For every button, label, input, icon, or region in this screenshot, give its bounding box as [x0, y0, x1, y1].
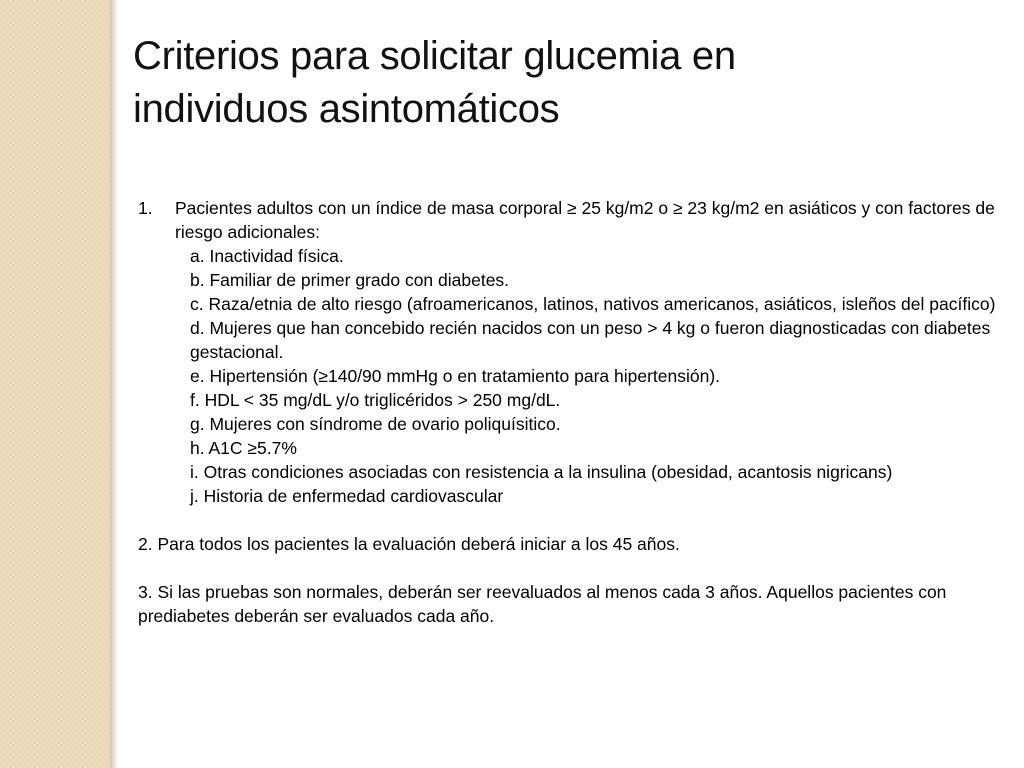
criterion-1: [138, 196, 998, 244]
slide-title-line-2: individuos asintomáticos: [133, 87, 560, 131]
risk-factor-c: c. Raza/etnia de alto riesgo (afroamericanos, latinos, nativos americanos, asiáticos, isleños del pacífico): [190, 294, 996, 314]
risk-factor-b: b. Familiar de primer grado con diabetes.: [190, 270, 510, 290]
criterion-1-number: 1.: [138, 198, 153, 218]
risk-factor-h: h. A1C ≥5.7%: [190, 438, 297, 458]
sidebar-shadow: [110, 0, 118, 768]
criterion-3: 3. Si las pruebas son normales, deberán ser reevaluados al menos cada 3 años. Aquellos pacientes con prediabetes deberán ser evaluados cada año.: [138, 582, 947, 626]
slide-title-line-1: Criterios para solicitar glucemia en: [133, 34, 736, 78]
risk-factor-e: e. Hipertensión (≥140/90 mmHg o en tratamiento para hipertensión).: [190, 366, 721, 386]
decorative-sidebar: [0, 0, 110, 768]
slide-body: [138, 196, 998, 628]
risk-factor-a: a. Inactividad física.: [190, 246, 344, 266]
risk-factor-g: g. Mujeres con síndrome de ovario poliquísitico.: [190, 414, 561, 434]
risk-factor-f: f. HDL < 35 mg/dL y/o triglicéridos > 250 mg/dL.: [190, 390, 561, 410]
risk-factor-list: [138, 244, 998, 508]
risk-factor-d: d. Mujeres que han concebido recién nacidos con un peso > 4 kg o fueron diagnosticadas con diabetes gestacional.: [190, 318, 991, 362]
slide-title: [133, 30, 993, 136]
risk-factor-j: j. Historia de enfermedad cardiovascular: [190, 486, 504, 506]
criterion-2: 2. Para todos los pacientes la evaluación deberá iniciar a los 45 años.: [138, 534, 680, 554]
risk-factor-i: i. Otras condiciones asociadas con resistencia a la insulina (obesidad, acantosis nigricans): [190, 462, 893, 482]
criterion-1-text: Pacientes adultos con un índice de masa corporal ≥ 25 kg/m2 o ≥ 23 kg/m2 en asiáticos y con factores de riesgo adicionales:: [175, 198, 995, 242]
